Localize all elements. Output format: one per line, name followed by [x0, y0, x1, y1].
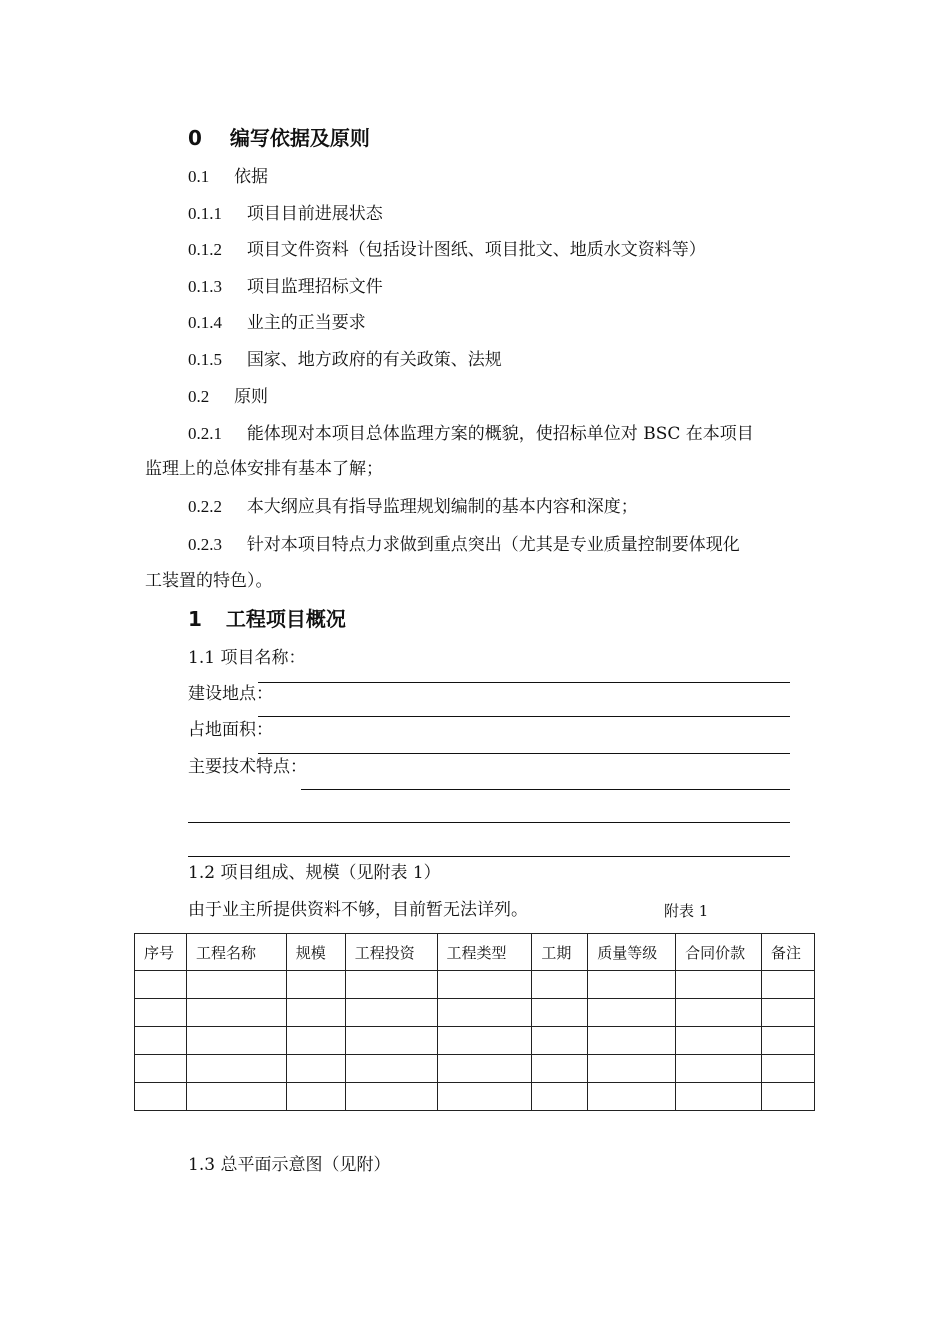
table-cell [135, 1083, 187, 1111]
project-name-underline [258, 682, 790, 683]
table-row [135, 1027, 815, 1055]
table-header-cell: 工程名称 [186, 934, 286, 971]
site-label: 建设地点： [188, 684, 273, 704]
site-underline [258, 716, 790, 717]
table-cell [676, 971, 762, 999]
clause-number: 0.2.2 [188, 497, 222, 516]
table-cell [762, 999, 815, 1027]
table-cell [762, 1027, 815, 1055]
table-cell [588, 1055, 676, 1083]
table-cell [676, 999, 762, 1027]
table-cell [135, 999, 187, 1027]
clause-number: 0.1.3 [188, 277, 222, 296]
table-row [135, 1055, 815, 1083]
clause-0-1-3 [188, 278, 383, 296]
tech-features-underline [301, 789, 790, 790]
table-cell [532, 971, 588, 999]
table-caption: 附表 1 [664, 902, 709, 920]
table-row [135, 1083, 815, 1111]
clause-0-1-4 [188, 314, 366, 332]
area-underline [258, 753, 790, 754]
table-header-cell: 规模 [286, 934, 345, 971]
clause-number: 0.2 [188, 387, 210, 406]
section-1-title: 工程项目概况 [225, 607, 346, 631]
table-cell [186, 971, 286, 999]
table-cell [532, 1027, 588, 1055]
table-cell [676, 1027, 762, 1055]
table-cell [286, 1083, 345, 1111]
table-cell [676, 1083, 762, 1111]
table-cell [186, 1027, 286, 1055]
note-text: 由于业主所提供资料不够，目前暂无法详列。 [188, 900, 528, 920]
site-plan-label: 1.3 总平面示意图（见附） [188, 1155, 391, 1175]
project-table [134, 933, 815, 1111]
clause-0-1-5 [188, 351, 502, 369]
clause-number: 0.1.5 [188, 350, 222, 369]
table-cell [762, 971, 815, 999]
clause-text-line1: 能体现对本项目总体监理方案的概貌，使招标单位对 BSC 在本项目 [246, 424, 754, 444]
clause-text: 原则 [234, 387, 269, 407]
table-cell [345, 971, 437, 999]
clause-number: 0.1.2 [188, 240, 222, 259]
clause-0-1 [188, 168, 268, 186]
table-cell [437, 1027, 532, 1055]
table-cell [437, 999, 532, 1027]
clause-text: 依据 [234, 167, 269, 187]
table-cell [762, 1055, 815, 1083]
table-cell [437, 1083, 532, 1111]
table-header-cell: 备注 [762, 934, 815, 971]
table-cell [345, 1055, 437, 1083]
project-name-label: 1.1 项目名称： [188, 648, 306, 668]
table-cell [135, 971, 187, 999]
clause-text-line1: 针对本项目特点力求做到重点突出（尤其是专业质量控制要体现化 [246, 535, 740, 555]
table-cell [286, 1027, 345, 1055]
section-1-number: 1 [188, 607, 202, 631]
table-cell [286, 999, 345, 1027]
tech-features-underline-2 [188, 822, 790, 823]
table-cell [135, 1055, 187, 1083]
clause-text: 项目文件资料（包括设计图纸、项目批文、地质水文资料等） [246, 240, 706, 260]
table-header-cell: 质量等级 [588, 934, 676, 971]
clause-text: 业主的正当要求 [246, 313, 366, 333]
table-cell [186, 1055, 286, 1083]
area-label: 占地面积： [188, 720, 273, 740]
tech-features-label: 主要技术特点： [188, 757, 307, 777]
table-cell [532, 1083, 588, 1111]
table-cell [676, 1055, 762, 1083]
table-cell [588, 999, 676, 1027]
clause-0-1-1 [188, 205, 383, 223]
clause-0-2-3 [188, 536, 740, 554]
section-0-title: 编写依据及原则 [229, 126, 370, 150]
clause-0-2-1-continued: 监理上的总体安排有基本了解； [145, 459, 383, 479]
clause-text: 国家、地方政府的有关政策、法规 [246, 350, 502, 370]
table-header-cell: 合同价款 [676, 934, 762, 971]
section-0-heading [188, 128, 370, 148]
table-cell [532, 999, 588, 1027]
clause-number: 0.1 [188, 167, 210, 186]
clause-0-2 [188, 388, 268, 406]
clause-text: 项目目前进展状态 [246, 204, 383, 224]
table-header-cell: 工期 [532, 934, 588, 971]
table-cell [437, 1055, 532, 1083]
clause-number: 0.2.1 [188, 424, 222, 443]
clause-0-2-3-continued: 工装置的特色）。 [145, 571, 273, 591]
clause-0-2-2 [188, 498, 638, 516]
clause-text: 本大纲应具有指导监理规划编制的基本内容和深度； [246, 497, 638, 517]
composition-label: 1.2 项目组成、规模（见附表 1） [188, 863, 441, 883]
table-header-row [135, 934, 815, 971]
table-cell [286, 1055, 345, 1083]
clause-0-1-2 [188, 241, 706, 259]
table-row [135, 999, 815, 1027]
table-cell [345, 1027, 437, 1055]
table-cell [588, 1083, 676, 1111]
section-0-number: 0 [188, 126, 202, 150]
table-header-cell: 序号 [135, 934, 187, 971]
section-1-heading [188, 609, 346, 629]
table-cell [437, 971, 532, 999]
clause-0-2-1 [188, 425, 754, 443]
clause-number: 0.1.4 [188, 313, 222, 332]
tech-features-underline-3 [188, 856, 790, 857]
table-cell [286, 971, 345, 999]
table-cell [186, 999, 286, 1027]
clause-number: 0.2.3 [188, 535, 222, 554]
table-cell [135, 1027, 187, 1055]
table-row [135, 971, 815, 999]
table-cell [345, 1083, 437, 1111]
clause-number: 0.1.1 [188, 204, 222, 223]
table-cell [588, 1027, 676, 1055]
table-cell [762, 1083, 815, 1111]
clause-text: 项目监理招标文件 [246, 277, 383, 297]
table-header-cell: 工程投资 [345, 934, 437, 971]
table-cell [186, 1083, 286, 1111]
table-header-cell: 工程类型 [437, 934, 532, 971]
table-cell [345, 999, 437, 1027]
table-cell [532, 1055, 588, 1083]
table-cell [588, 971, 676, 999]
